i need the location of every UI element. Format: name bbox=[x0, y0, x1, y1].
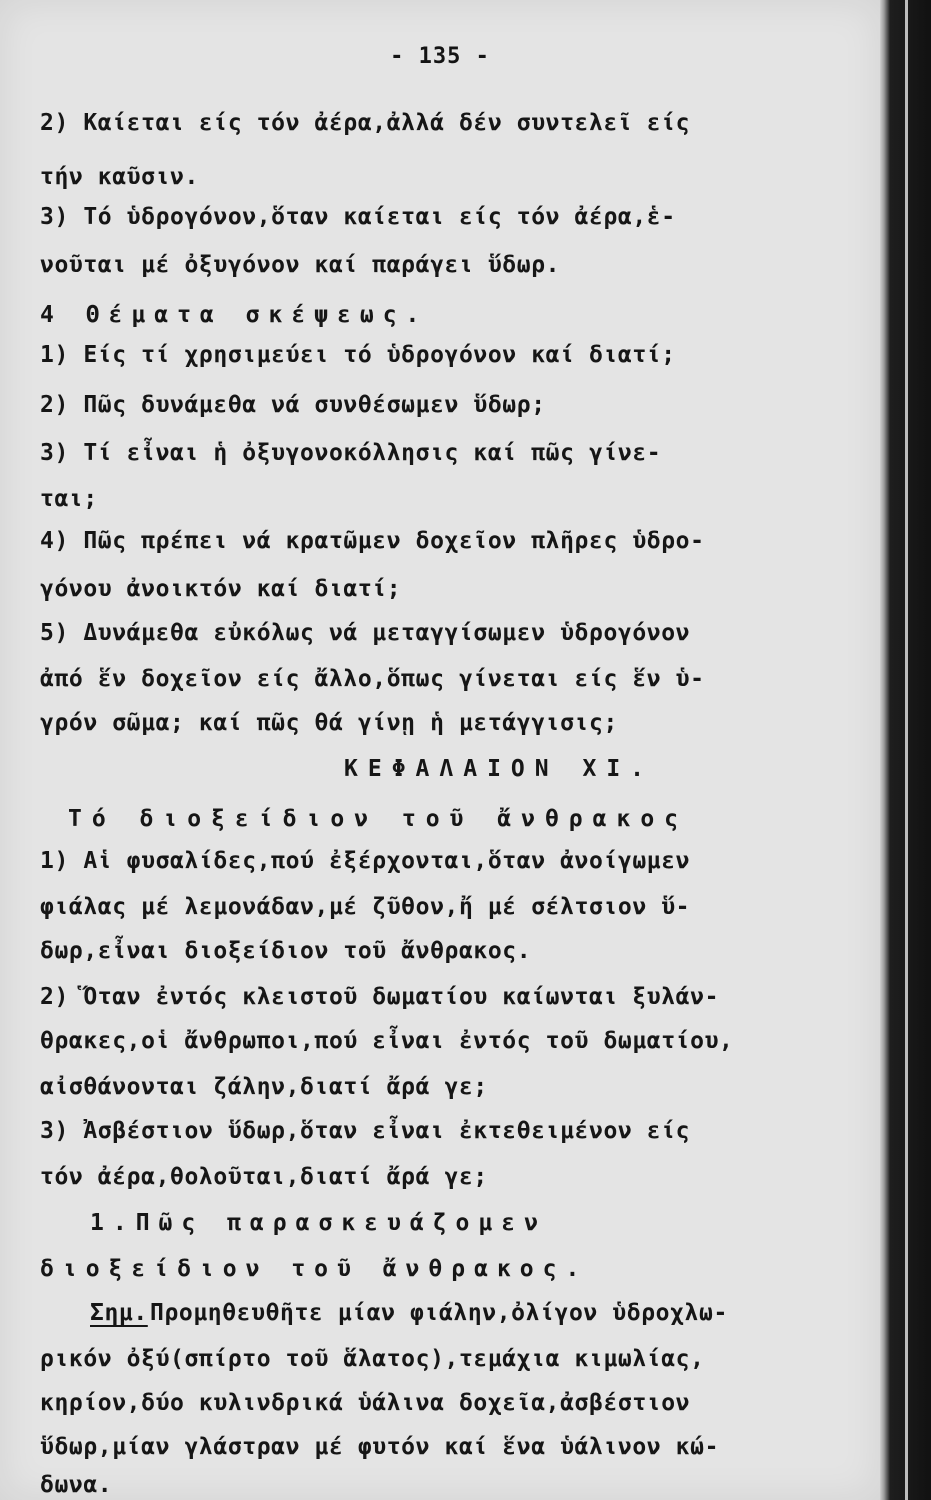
text-line: δωνα. bbox=[40, 1472, 113, 1498]
section-heading: 4 Θέματα σκέψεως. bbox=[40, 302, 429, 328]
text-line: 2) Ὅταν ἐντός κλειστοῦ δωματίου καίωνται ξυλάν- bbox=[40, 984, 720, 1010]
text-line: 3) Τί εἶναι ἡ ὀξυγονοκόλλησις καί πῶς γίνε- bbox=[40, 440, 662, 466]
text-line: τόν ἀέρα,θολοῦται,διατί ἄρά γε; bbox=[40, 1164, 488, 1190]
text-line: 3) Ἀσβέστιον ὕδωρ,ὅταν εἶναι ἐκτεθειμένον είς bbox=[40, 1118, 691, 1144]
text-line: Προμηθευθῆτε μίαν φιάλην,ὀλίγον ὑδροχλω- bbox=[150, 1300, 728, 1326]
page-number: - 135 - bbox=[390, 44, 490, 69]
text-line: ται; bbox=[40, 486, 98, 512]
scan-edge-line bbox=[905, 0, 908, 1500]
text-line: 2) Πῶς δυνάμεθα νά συνθέσωμεν ὕδωρ; bbox=[40, 392, 546, 418]
text-line: 5) Δυνάμεθα εὐκόλως νά μεταγγίσωμεν ὑδρογόνον bbox=[40, 620, 691, 646]
text-line: νοῦται μέ ὀξυγόνον καί παράγει ὕδωρ. bbox=[40, 252, 561, 278]
text-line: 1) Είς τί χρησιμεύει τό ὑδρογόνον καί διατί; bbox=[40, 342, 676, 368]
text-line: 4) Πῶς πρέπει νά κρατῶμεν δοχεῖον πλῆρες ὑδρο- bbox=[40, 528, 705, 554]
text-line: θρακες,οἱ ἄνθρωποι,πού εἶναι ἐντός τοῦ δωματίου, bbox=[40, 1028, 734, 1054]
text-line: φιάλας μέ λεμονάδαν,μέ ζῦθον,ἤ μέ σέλτσιον ὕ- bbox=[40, 894, 691, 920]
text-line: ρικόν ὀξύ(σπίρτο τοῦ ἅλατος),τεμάχια κιμωλίας, bbox=[40, 1346, 705, 1372]
text-line: κηρίον,δύο κυλινδρικά ὑάλινα δοχεῖα,ἀσβέστιον bbox=[40, 1390, 691, 1416]
subsection-heading: διοξείδιον τοῦ ἄνθρακος. bbox=[40, 1256, 589, 1282]
chapter-title: Τό διοξείδιον τοῦ ἄνθρακος bbox=[68, 806, 689, 832]
text-line: δωρ,εἶναι διοξείδιον τοῦ ἄνθρακος. bbox=[40, 938, 532, 964]
text-line: 3) Τό ὑδρογόνον,ὅταν καίεται είς τόν ἀέρα,ἑ- bbox=[40, 204, 676, 230]
text-line: 1) Αἱ φυσαλίδες,πού ἐξέρχονται,ὅταν ἀνοίγωμεν bbox=[40, 848, 691, 874]
text-line: γόνου ἀνοικτόν καί διατί; bbox=[40, 576, 402, 602]
text-line: ὕδωρ,μίαν γλάστραν μέ φυτόν καί ἕνα ὑάλινον κώ- bbox=[40, 1434, 720, 1460]
text-line: τήν καῦσιν. bbox=[40, 164, 199, 190]
chapter-heading: ΚΕΦΑΛΑΙΟΝ ΧΙ. bbox=[344, 756, 655, 782]
text-line: αἰσθάνονται ζάλην,διατί ἄρά γε; bbox=[40, 1074, 488, 1100]
subsection-heading: 1.Πῶς παρασκευάζομεν bbox=[90, 1210, 547, 1236]
text-line: 2) Καίεται είς τόν ἀέρα,ἀλλά δέν συντελεῖ είς bbox=[40, 110, 691, 136]
text-line: γρόν σῶμα; καί πῶς θά γίνῃ ἡ μετάγγισις; bbox=[40, 710, 618, 736]
text-line: ἀπό ἕν δοχεῖον είς ἄλλο,ὅπως γίνεται είς ἕν ὑ- bbox=[40, 666, 705, 692]
note-label: Σημ. bbox=[90, 1300, 148, 1326]
